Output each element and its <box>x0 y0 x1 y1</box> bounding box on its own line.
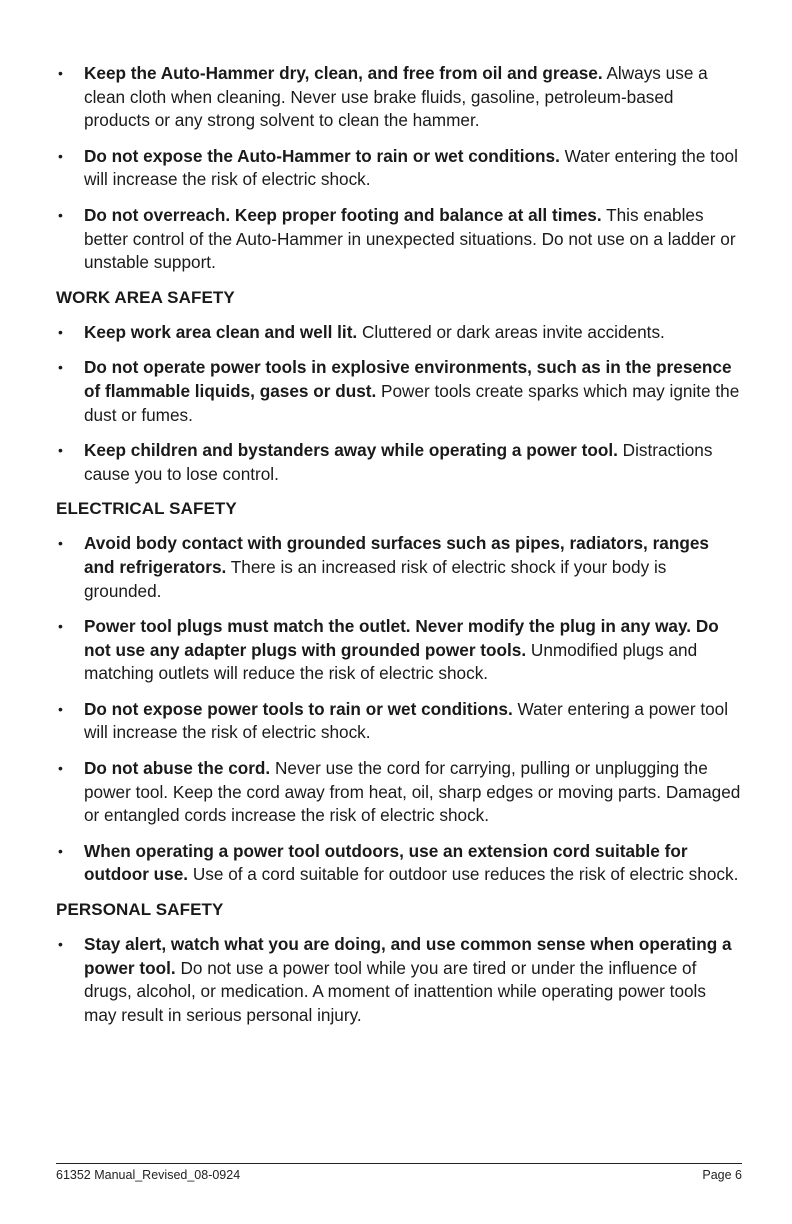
section-heading: WORK AREA SAFETY <box>56 287 235 307</box>
section-heading: PERSONAL SAFETY <box>56 900 224 920</box>
list-item <box>56 356 742 427</box>
item-text: Power tools create sparks which may ignite the dust or fumes. <box>84 380 740 425</box>
item-text: Water entering the tool will increase the risk of electric shock. <box>84 145 738 190</box>
item-text: Water entering a power tool will increase the risk of electric shock. <box>84 698 729 743</box>
item-text: Use of a cord suitable for outdoor use reduces the risk of electric shock. <box>188 864 739 885</box>
document-body <box>56 62 742 1039</box>
bullet-icon: • <box>58 700 63 717</box>
list-item <box>56 532 742 603</box>
bullet-icon: • <box>58 359 63 376</box>
bullet-icon: • <box>58 147 63 164</box>
item-text: There is an increased risk of electric shock if your body is grounded. <box>84 556 667 601</box>
item-lead: Keep work area clean and well lit. <box>84 321 358 342</box>
item-text: Cluttered or dark areas invite accidents. <box>357 321 665 342</box>
list-item <box>56 439 742 486</box>
page-footer <box>56 1163 742 1182</box>
item-text: Distractions cause you to lose control. <box>84 440 713 484</box>
section-intro <box>56 62 742 275</box>
bullet-icon: • <box>58 206 63 223</box>
bullet-icon: • <box>58 535 63 552</box>
footer-page-number: Page 6 <box>702 1168 742 1182</box>
item-text: Never use the cord for carrying, pulling or unplugging the power tool. Keep the cord away from heat, oil, sharp edges or moving parts. Damaged or entangled cords increase the risk of electric shock. <box>84 758 741 826</box>
item-text: This enables better control of the Auto-Hammer in unexpected situations. Do not use on a ladder or unstable support. <box>84 204 736 273</box>
list-item <box>56 757 742 828</box>
section-personal-safety <box>56 899 742 1027</box>
bullet-icon: • <box>58 65 63 81</box>
bullet-icon: • <box>58 842 63 859</box>
list-item <box>56 698 742 745</box>
item-lead: Avoid body contact with grounded surfaces such as pipes, radiators, ranges and refrigerators. <box>84 533 709 577</box>
list-item <box>56 204 742 275</box>
list-item <box>56 321 742 345</box>
item-lead: Do not operate power tools in explosive environments, such as in the presence of flammable liquids, gases or dust. <box>84 357 732 401</box>
item-text: Unmodified plugs and matching outlets will reduce the risk of electric shock. <box>84 639 698 684</box>
item-lead: Keep children and bystanders away while operating a power tool. <box>84 440 618 461</box>
item-text: Do not use a power tool while you are tired or under the influence of drugs, alcohol, or medication. A moment of inattention while operating power tools may result in serious personal injury. <box>84 957 706 1025</box>
bullet-icon: • <box>58 618 63 635</box>
bullet-icon: • <box>58 936 63 953</box>
list-item <box>56 840 742 887</box>
item-lead: Stay alert, watch what you are doing, and use common sense when operating a power tool. <box>84 934 732 978</box>
bullet-icon: • <box>58 760 63 777</box>
section-electrical-safety <box>56 498 742 887</box>
item-lead: Do not expose the Auto-Hammer to rain or wet conditions. <box>84 145 560 166</box>
bullet-icon: • <box>58 323 63 340</box>
item-lead: Keep the Auto-Hammer dry, clean, and free from oil and grease. <box>84 63 603 83</box>
footer-document-id: 61352 Manual_Revised_08-0924 <box>56 1168 241 1182</box>
item-text: Always use a clean cloth when cleaning. Never use brake fluids, gasoline, petroleum-based products or any strong solvent to clean the hammer. <box>84 63 708 131</box>
list-item <box>56 145 742 192</box>
item-lead: Do not overreach. Keep proper footing and balance at all times. <box>84 204 602 225</box>
item-lead: Power tool plugs must match the outlet. Never modify the plug in any way. Do not use any adapter plugs with grounded power tools. <box>84 616 719 660</box>
bullet-icon: • <box>58 442 63 459</box>
list-item <box>56 933 742 1027</box>
section-heading: ELECTRICAL SAFETY <box>56 499 237 519</box>
item-lead: Do not expose power tools to rain or wet conditions. <box>84 698 513 719</box>
list-item <box>56 62 742 133</box>
section-work-area-safety <box>56 287 742 487</box>
item-lead: Do not abuse the cord. <box>84 758 271 779</box>
item-lead: When operating a power tool outdoors, use an extension cord suitable for outdoor use. <box>84 840 688 885</box>
list-item <box>56 615 742 686</box>
